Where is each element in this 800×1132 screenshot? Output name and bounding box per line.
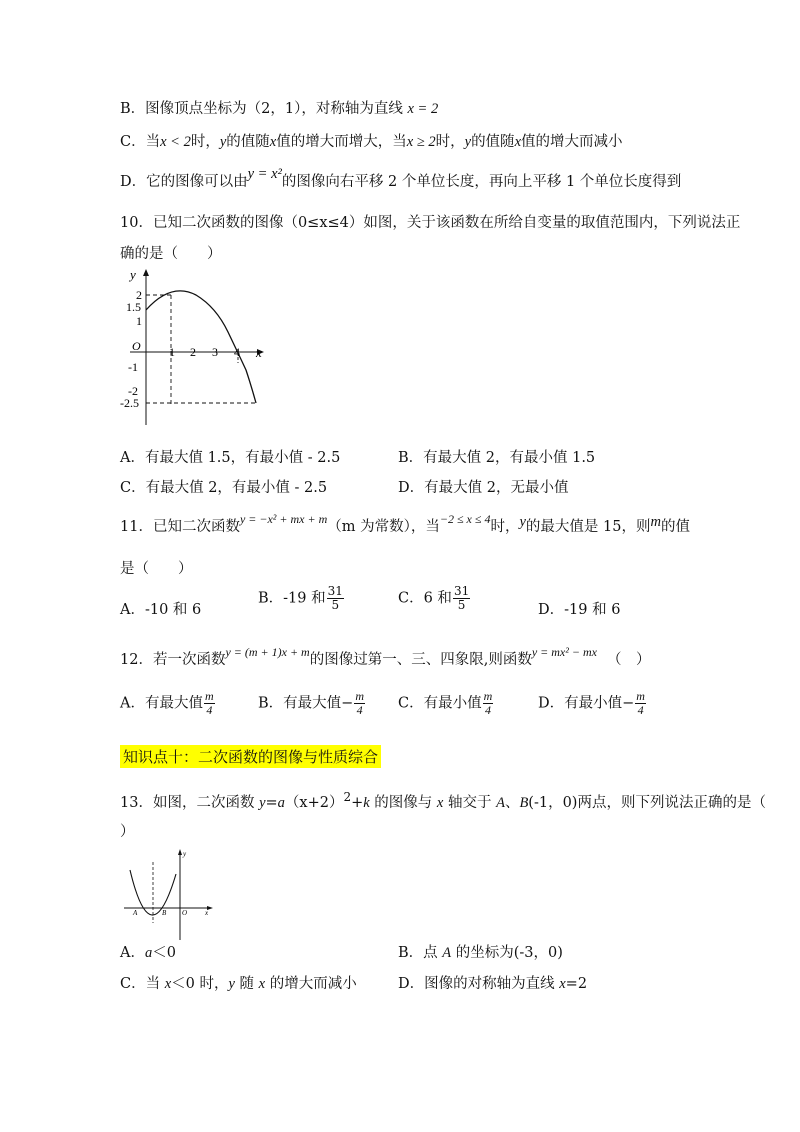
q11-m1: y = −x² + mx + m xyxy=(239,512,328,526)
q9-c-t5: 时， xyxy=(435,134,465,150)
q12-c-num: m xyxy=(483,689,493,703)
q9-c-t1: C．当 xyxy=(120,134,161,150)
q13-label-a: A xyxy=(133,909,138,917)
q10-option-c: C．有最大值 2，有最小值 - 2.5 xyxy=(120,480,328,496)
q11-option-d: D．-19 和 6 xyxy=(538,602,621,618)
q13-b-pre: B．点 xyxy=(398,945,443,961)
q13-m5: A xyxy=(496,794,505,811)
q10-ytick-1.5: 1.5 xyxy=(126,300,141,314)
q13-option-c xyxy=(120,972,357,993)
q10-ytick-m2: -2 xyxy=(128,384,138,398)
q9-c-m1: x < 2 xyxy=(160,134,191,150)
q12-d-num: m xyxy=(636,689,645,703)
q13-stem-line2: ） xyxy=(120,824,135,840)
q13-t5: 的图像与 xyxy=(369,794,437,811)
q13-a-pre: A． xyxy=(120,945,145,961)
q10-option-b: B．有最大值 2，有最小值 1.5 xyxy=(398,450,596,466)
q9-option-c xyxy=(120,130,623,151)
q10-xtick-2: 2 xyxy=(190,345,196,359)
q11-t3: 时， xyxy=(490,519,520,535)
q12-c-frac xyxy=(483,690,494,717)
q13-c-pre: C．当 xyxy=(120,976,165,992)
q13-y-arrow xyxy=(178,849,182,855)
q13-m2: a xyxy=(277,794,285,811)
q12-t2: 的图像过第一、三、四象限,则函数 xyxy=(309,652,532,668)
q9-d-m1: y = x² xyxy=(247,166,282,182)
q13-a-post: ＜0 xyxy=(152,945,176,961)
q13-label-o: O xyxy=(182,909,188,917)
q9-c-m3: x xyxy=(269,134,277,150)
q12-m2: y = mx² − mx xyxy=(531,645,597,659)
q10-stem-line1: 10．已知二次函数的图像（0≤x≤4）如图，关于该函数在所给自变量的取值范围内，下列说法正 xyxy=(120,215,741,231)
q10-stem-line2: 确的是（ ） xyxy=(120,246,222,262)
q12-a-den: 4 xyxy=(206,703,213,717)
q13-option-b xyxy=(398,941,563,962)
q11-c-den: 5 xyxy=(457,598,466,612)
section-heading: 知识点十：二次函数的图像与性质综合 xyxy=(120,745,381,768)
q10-ytick-m1: -1 xyxy=(128,360,138,374)
q13-label-y: y xyxy=(183,850,187,858)
q10-xtick-3: 3 xyxy=(212,345,218,359)
q9-c-m4: x ≥ 2 xyxy=(406,134,436,150)
q10-option-d: D．有最大值 2，无最小值 xyxy=(398,480,569,496)
q11-t2: （m 为常数），当 xyxy=(327,519,440,535)
q13-t8: (-1，0)两点，则下列说法正确的是（ xyxy=(528,794,766,811)
q10-origin: O xyxy=(132,339,141,353)
q10-xtick-4: 4 xyxy=(234,345,240,359)
q10-graph xyxy=(116,265,266,435)
q13-sup: 2 xyxy=(343,790,352,804)
q10-xtick-1: 1 xyxy=(169,345,175,359)
q11-option-c xyxy=(398,585,471,612)
q12-option-b xyxy=(258,690,366,717)
q10-ytick-2: 2 xyxy=(136,288,142,302)
q12-d-pre: D．有最小值 xyxy=(538,695,623,712)
q12-b-num: m xyxy=(355,689,364,703)
q9-c-t6: 的值随 xyxy=(471,134,515,150)
q9-c-m5: y xyxy=(464,134,472,150)
q12-b-frac xyxy=(354,690,365,717)
q9-b-math: x = 2 xyxy=(407,101,439,117)
q13-option-d xyxy=(398,972,587,993)
q13-t6: 轴交于 xyxy=(443,794,497,811)
q9-c-t4: 值的增大而增大，当 xyxy=(276,134,407,150)
q9-c-m2: y xyxy=(219,134,227,150)
q13-c-mid2: 随 xyxy=(234,976,259,992)
q13-d-post: =2 xyxy=(565,976,588,992)
q12-b-den: 4 xyxy=(356,703,363,717)
q9-d-t1: D．它的图像可以由 xyxy=(120,174,248,190)
q12-b-sign: − xyxy=(341,695,354,712)
q13-stem-line1 xyxy=(120,790,766,812)
q9-c-t3: 的值随 xyxy=(226,134,270,150)
q10-ytick-m2.5: -2.5 xyxy=(120,396,139,410)
q11-stem-line2: 是（ ） xyxy=(120,561,193,577)
q10-y-arrow xyxy=(143,269,149,276)
q13-d-m: x xyxy=(559,976,566,992)
q12-option-c xyxy=(398,690,494,717)
q12-d-sign: − xyxy=(622,695,635,712)
q12-c-pre: C．有最小值 xyxy=(398,695,482,712)
q12-option-d xyxy=(538,690,647,717)
q13-c-m3: x xyxy=(258,976,266,992)
q13-m6: B xyxy=(519,794,529,811)
q13-label-x: x xyxy=(205,909,209,917)
q9-d-t2: 的图像向右平移 2 个单位长度，再向上平移 1 个单位长度得到 xyxy=(281,174,682,190)
q13-t4: + xyxy=(351,794,364,811)
q12-d-frac xyxy=(635,690,646,717)
q9-option-d xyxy=(120,166,682,191)
q13-m1: y xyxy=(259,794,266,811)
q11-c-frac xyxy=(453,585,470,612)
q12-a-pre: A．有最大值 xyxy=(120,695,203,712)
q13-m3: k xyxy=(363,794,370,811)
q12-option-a xyxy=(120,690,216,717)
q11-c-pre: C．6 和 xyxy=(398,590,452,607)
q12-c-den: 4 xyxy=(484,703,491,717)
q11-m3: y xyxy=(519,514,526,530)
q12-m1: y = (m + 1)x + m xyxy=(225,645,310,659)
q13-c-m2: y xyxy=(228,976,235,992)
q12-a-frac xyxy=(204,690,215,717)
q10-option-a: A．有最大值 1.5，有最小值 - 2.5 xyxy=(120,450,341,466)
q11-t4: 的最大值是 15，则 xyxy=(525,519,651,535)
q11-c-num: 31 xyxy=(453,584,470,598)
q13-c-post: 的增大而减小 xyxy=(265,976,357,992)
q12-stem xyxy=(120,645,651,669)
q11-option-b xyxy=(258,585,345,612)
q13-t3: （x+2） xyxy=(284,794,344,811)
q13-graph xyxy=(122,848,222,943)
q11-b-pre: B．-19 和 xyxy=(258,590,326,607)
q13-c-mid: ＜0 时， xyxy=(171,976,229,992)
q10-xlabel: x xyxy=(256,345,262,360)
q12-t3: （ ） xyxy=(606,652,651,668)
q10-ytick-1: 1 xyxy=(136,314,142,328)
q11-m2: −2 ≤ x ≤ 4 xyxy=(439,512,491,526)
q11-b-den: 5 xyxy=(331,598,340,612)
q10-ylabel: y xyxy=(130,267,136,282)
q12-a-num: m xyxy=(204,689,214,703)
q13-t2: = xyxy=(265,794,278,811)
q11-b-num: 31 xyxy=(327,584,343,598)
q13-option-a xyxy=(120,941,176,962)
q11-t1: 11．已知二次函数 xyxy=(120,519,240,535)
q13-label-b: B xyxy=(162,909,167,917)
q13-b-m: A xyxy=(442,945,452,961)
q9-c-t2: 时， xyxy=(190,134,220,150)
q9-c-t7: 值的增大而减小 xyxy=(521,134,623,150)
q9-c-m6: x xyxy=(514,134,521,150)
q13-t1: 13．如图，二次函数 xyxy=(120,794,260,811)
q9-option-b xyxy=(120,97,438,118)
q9-b-text: B．图像顶点坐标为（2，1），对称轴为直线 xyxy=(120,101,403,117)
q11-option-a: A．-10 和 6 xyxy=(120,602,202,618)
q13-b-post: 的坐标为(-3，0) xyxy=(451,945,563,961)
q13-c-m1: x xyxy=(164,976,172,992)
q11-m4: m xyxy=(650,514,661,530)
q12-b-pre: B．有最大值 xyxy=(258,695,342,712)
q13-d-pre: D．图像的对称轴为直线 xyxy=(398,976,560,992)
q12-t1: 12．若一次函数 xyxy=(120,652,226,668)
q13-a-m: a xyxy=(144,945,153,961)
q11-stem-line1 xyxy=(120,512,690,536)
q11-t5: 的值 xyxy=(660,519,690,535)
q12-d-den: 4 xyxy=(637,703,644,717)
q13-t7: 、 xyxy=(504,794,520,811)
q11-b-frac xyxy=(327,585,344,612)
q13-m4: x xyxy=(436,794,444,811)
